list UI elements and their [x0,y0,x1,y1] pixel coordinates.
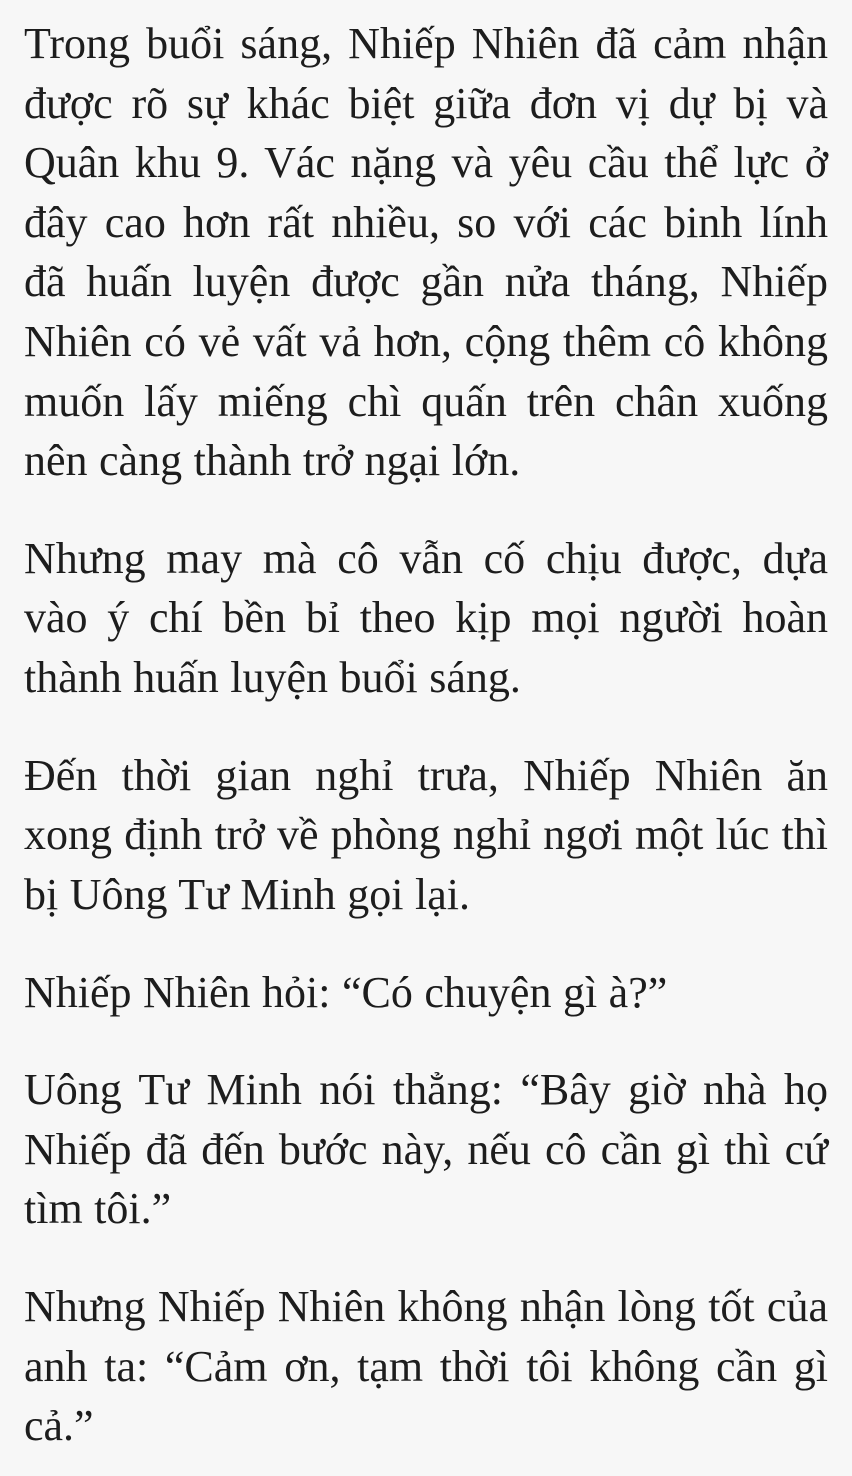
story-paragraph: Đến thời gian nghỉ trưa, Nhiếp Nhiên ăn xong định trở về phòng nghỉ ngơi một lúc thì bị Uông Tư Minh gọi lại. [24,750,828,919]
story-paragraph: Trong buổi sáng, Nhiếp Nhiên đã cảm nhận được rõ sự khác biệt giữa đơn vị dự bị và Quân khu 9. Vác nặng và yêu cầu thể lực ở đây cao hơn rất nhiều, so với các binh lính đã huấn luyện được gần nửa tháng, Nhiếp Nhiên có vẻ vất vả hơn, cộng thêm cô không muốn lấy miếng chì quấn trên chân xuống nên càng thành trở ngại lớn. [24,19,828,486]
story-paragraph: Nhiếp Nhiên hỏi: “Có chuyện gì à?” [24,967,668,1017]
story-paragraph: Nhưng may mà cô vẫn cố chịu được, dựa vào ý chí bền bỉ theo kịp mọi người hoàn thành huấn luyện buổi sáng. [24,533,828,703]
story-paragraph: Uông Tư Minh nói thẳng: “Bây giờ nhà họ Nhiếp đã đến bước này, nếu cô cần gì thì cứ tìm tôi.” [24,1065,828,1234]
story-paragraph: Nhưng Nhiếp Nhiên không nhận lòng tốt của anh ta: “Cảm ơn, tạm thời tôi không cần gì cả.” [24,1281,828,1451]
